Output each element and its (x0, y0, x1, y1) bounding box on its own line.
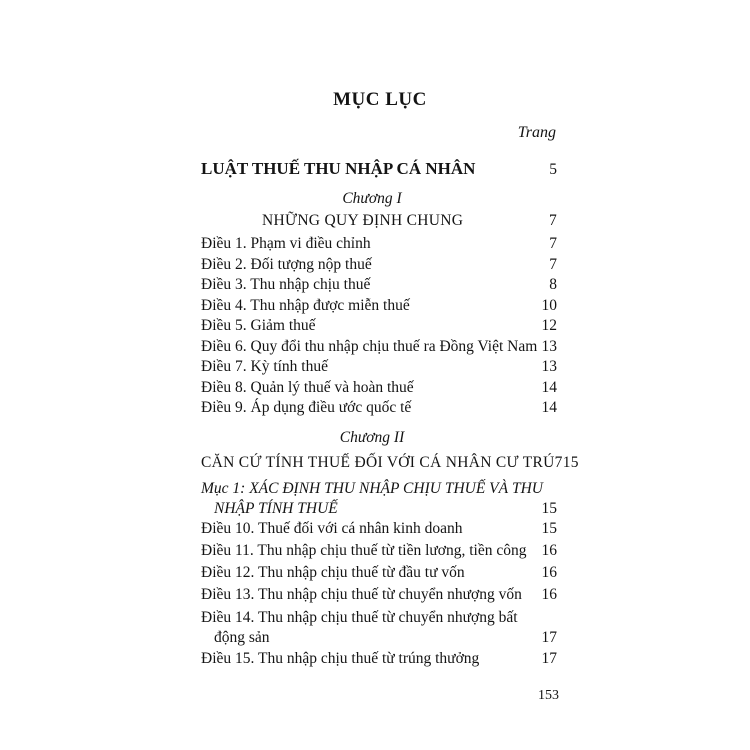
toc-entry-page: 715 (554, 454, 579, 471)
toc-entry-page: 7 (549, 256, 557, 273)
toc-entry-page: 7 (549, 235, 557, 252)
toc-entry[interactable] (201, 358, 557, 380)
toc-entry-page: 16 (541, 586, 557, 603)
toc-entry-page: 12 (541, 317, 557, 334)
toc-entry-label: LUẬT THUẾ THU NHẬP CÁ NHÂN (201, 159, 476, 178)
toc-entry-label: Điều 15. Thu nhập chịu thuế từ trúng thưởng (201, 650, 480, 667)
toc-entry-label: Điều 4. Thu nhập được miễn thuế (201, 297, 410, 314)
toc-entry-chapter-1-heading[interactable] (201, 212, 557, 234)
toc-entry-label: Điều 13. Thu nhập chịu thuế từ chuyển nhượng vốn (201, 586, 522, 603)
toc-entry-label-line-1: Mục 1: XÁC ĐỊNH THU NHẬP CHỊU THUẾ VÀ THU (201, 480, 543, 497)
toc-entry-label-line-2: động sản (214, 629, 270, 646)
toc-entry-page: 15 (541, 520, 557, 537)
toc-entry-chapter-2-heading[interactable] (201, 454, 579, 476)
toc-entry-law[interactable] (201, 159, 557, 181)
toc-entry-page: 14 (541, 399, 557, 416)
toc-entry[interactable] (201, 276, 557, 298)
toc-entry[interactable] (201, 520, 557, 542)
toc-entry[interactable] (201, 379, 557, 401)
toc-entry-page: 14 (541, 379, 557, 396)
toc-entry-label: Điều 6. Quy đổi thu nhập chịu thuế ra Đồng Việt Nam (201, 338, 538, 355)
toc-entry-page: 13 (541, 338, 557, 355)
toc-entry[interactable] (201, 542, 557, 564)
toc-entry-label: NHỮNG QUY ĐỊNH CHUNG (262, 212, 464, 229)
chapter-2-label: Chương II (339, 429, 405, 446)
toc-entry-page: 10 (541, 297, 557, 314)
toc-entry-page: 7 (548, 212, 557, 229)
toc-entry-page: 16 (541, 564, 557, 581)
toc-entry[interactable] (201, 564, 557, 586)
toc-entry-label-line-2: NHẬP TÍNH THUẾ (214, 500, 338, 517)
toc-entry-page: 5 (549, 161, 557, 178)
toc-entry-section-1[interactable] (201, 479, 557, 519)
toc-entry-label: Điều 2. Đối tượng nộp thuế (201, 256, 372, 273)
toc-entry[interactable] (201, 650, 557, 672)
toc-entry-page: 13 (541, 358, 557, 375)
toc-entry-page: 17 (541, 650, 557, 667)
toc-entry-page: 8 (549, 276, 557, 293)
toc-entry[interactable] (201, 586, 557, 608)
toc-entry-page: 17 (541, 629, 557, 646)
chapter-1-label: Chương I (342, 190, 402, 207)
toc-entry-label: Điều 10. Thuế đối với cá nhân kinh doanh (201, 520, 463, 537)
toc-entry-label: Điều 3. Thu nhập chịu thuế (201, 276, 371, 293)
toc-entry[interactable] (201, 338, 557, 360)
toc-entry-page: 15 (541, 500, 557, 517)
toc-entry[interactable] (201, 256, 557, 278)
toc-entry-label: Điều 1. Phạm vi điều chỉnh (201, 235, 371, 252)
toc-entry-label: Điều 9. Áp dụng điều ước quốc tế (201, 399, 412, 416)
toc-entry-page: 16 (541, 542, 557, 559)
toc-entry[interactable] (201, 297, 557, 319)
toc-entry[interactable] (201, 235, 557, 257)
toc-entry-label: Điều 7. Kỳ tính thuế (201, 358, 328, 375)
page-number: 153 (538, 688, 559, 703)
toc-entry-label: CĂN CỨ TÍNH THUẾ ĐỐI VỚI CÁ NHÂN CƯ TRÚ (201, 454, 555, 471)
toc-entry[interactable] (201, 317, 557, 339)
toc-entry-label: Điều 8. Quản lý thuế và hoàn thuế (201, 379, 414, 396)
toc-entry[interactable] (201, 608, 557, 648)
page-column-label: Trang (517, 124, 556, 141)
page-title: MỤC LỤC (333, 89, 427, 110)
toc-entry[interactable] (201, 399, 557, 421)
toc-entry-label: Điều 12. Thu nhập chịu thuế từ đầu tư vốn (201, 564, 465, 581)
toc-entry-label-line-1: Điều 14. Thu nhập chịu thuế từ chuyển nhượng bất (201, 609, 518, 626)
toc-entry-label: Điều 11. Thu nhập chịu thuế từ tiền lương, tiền công (201, 542, 527, 559)
toc-entry-label: Điều 5. Giảm thuế (201, 317, 316, 334)
